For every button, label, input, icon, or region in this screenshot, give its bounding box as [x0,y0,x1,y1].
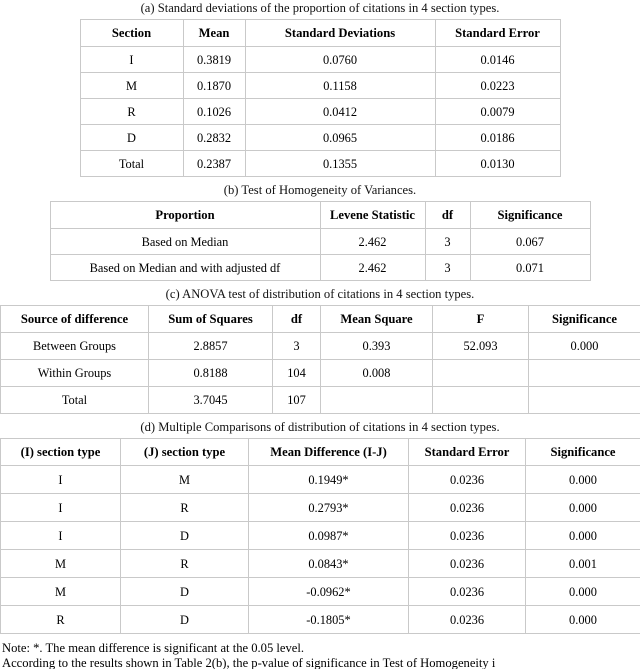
column-header: Standard Deviations [245,20,435,47]
table-cell: 0.3819 [183,47,245,73]
table-cell: 0.000 [526,606,640,634]
table-cell: Total [80,151,183,177]
table-row [1,494,640,522]
table-cell: -0.0962* [249,578,409,606]
table-cell: 2.8857 [149,333,273,360]
column-header: Sum of Squares [149,306,273,333]
table-cell: 0.2793* [249,494,409,522]
table-cell: 3.7045 [149,387,273,414]
body-text-clip [0,656,640,669]
table-cell: 0.000 [526,522,640,550]
table-header-row [1,439,640,466]
column-header: Significance [526,439,640,466]
table-cell: D [80,125,183,151]
table-row [1,522,640,550]
table-cell: M [121,466,249,494]
table-cell [529,360,640,387]
table-c-caption: (c) ANOVA test of distribution of citations in 4 section types. [0,287,640,302]
table-cell: 0.0236 [409,578,526,606]
table-cell [433,387,529,414]
column-header: Significance [529,306,640,333]
table-cell: 0.067 [470,229,590,255]
table-cell [321,387,433,414]
table-row [1,360,640,387]
table-cell: 0.0079 [435,99,560,125]
table-cell: 107 [273,387,321,414]
table-a-wrapper [0,19,640,177]
table-cell: 0.0236 [409,606,526,634]
table-cell: M [1,550,121,578]
column-header: Significance [470,202,590,229]
table-header-row [80,20,560,47]
table-cell: Based on Median [50,229,320,255]
table-cell: M [80,73,183,99]
table-row [1,606,640,634]
table-cell: 0.0236 [409,522,526,550]
column-header: F [433,306,529,333]
table-cell: 0.000 [529,333,640,360]
table-cell: R [121,494,249,522]
table-a-caption: (a) Standard deviations of the proportion of citations in 4 section types. [0,1,640,16]
table-cell: 0.000 [526,494,640,522]
column-header: Mean Square [321,306,433,333]
table-cell: 52.093 [433,333,529,360]
table-cell: 2.462 [320,255,425,281]
table-cell: 0.0236 [409,494,526,522]
column-header: Mean Difference (I-J) [249,439,409,466]
table-cell: 0.393 [321,333,433,360]
table-cell: 0.0130 [435,151,560,177]
table-row [1,578,640,606]
table-row [1,550,640,578]
table-row [80,47,560,73]
table-cell: 104 [273,360,321,387]
table-d [0,438,640,634]
table-b-caption: (b) Test of Homogeneity of Variances. [0,183,640,198]
table-cell: R [80,99,183,125]
table-cell: 0.0760 [245,47,435,73]
table-c-wrapper [0,305,640,414]
table-cell: 0.0146 [435,47,560,73]
table-cell: I [80,47,183,73]
column-header: Mean [183,20,245,47]
table-b [50,201,591,281]
table-cell: 2.462 [320,229,425,255]
table-cell: 0.1870 [183,73,245,99]
table-cell: 0.001 [526,550,640,578]
table-cell: 0.000 [526,578,640,606]
table-cell: M [1,578,121,606]
table-cell: 3 [273,333,321,360]
table-cell: 3 [425,229,470,255]
table-header-row [1,306,640,333]
table-cell: 0.1949* [249,466,409,494]
table-row [80,125,560,151]
table-cell: 0.0965 [245,125,435,151]
column-header: Standard Error [435,20,560,47]
table-cell: 0.0186 [435,125,560,151]
significance-note: Note: *. The mean difference is significant at the 0.05 level. [2,641,640,656]
table-c [0,305,640,414]
table-cell: D [121,606,249,634]
table-cell: Between Groups [1,333,149,360]
column-header: Section [80,20,183,47]
column-header: Levene Statistic [320,202,425,229]
column-header: Proportion [50,202,320,229]
column-header: Source of difference [1,306,149,333]
table-cell: Within Groups [1,360,149,387]
table-cell: 0.1158 [245,73,435,99]
table-b-wrapper [0,201,640,281]
table-cell: 0.000 [526,466,640,494]
column-header: Standard Error [409,439,526,466]
table-cell: R [1,606,121,634]
table-cell [433,360,529,387]
table-cell: 3 [425,255,470,281]
table-cell: 0.0236 [409,550,526,578]
table-cell: I [1,522,121,550]
column-header: (J) section type [121,439,249,466]
table-row [80,151,560,177]
table-row [1,387,640,414]
table-cell [529,387,640,414]
table-cell: Total [1,387,149,414]
table-cell: 0.0223 [435,73,560,99]
table-cell: 0.1355 [245,151,435,177]
table-row [50,255,590,281]
table-row [1,466,640,494]
column-header: df [425,202,470,229]
table-cell: 0.071 [470,255,590,281]
column-header: df [273,306,321,333]
body-text-line: According to the results shown in Table 2(b), the p-value of significance in Test of Homogeneity i [2,656,640,669]
table-cell: 0.8188 [149,360,273,387]
table-cell: Based on Median and with adjusted df [50,255,320,281]
table-row [50,229,590,255]
table-cell: I [1,466,121,494]
table-cell: D [121,578,249,606]
table-cell: I [1,494,121,522]
table-cell: 0.0236 [409,466,526,494]
table-cell: D [121,522,249,550]
table-cell: 0.2387 [183,151,245,177]
table-row [1,333,640,360]
table-cell: 0.2832 [183,125,245,151]
table-cell: -0.1805* [249,606,409,634]
table-cell: 0.0412 [245,99,435,125]
table-a [80,19,561,177]
table-row [80,99,560,125]
column-header: (I) section type [1,439,121,466]
table-row [80,73,560,99]
table-cell: 0.0843* [249,550,409,578]
table-header-row [50,202,590,229]
table-d-wrapper [0,438,640,634]
table-cell: R [121,550,249,578]
table-cell: 0.008 [321,360,433,387]
table-d-caption: (d) Multiple Comparisons of distribution of citations in 4 section types. [0,420,640,435]
table-cell: 0.1026 [183,99,245,125]
table-cell: 0.0987* [249,522,409,550]
figure-page [0,1,640,669]
